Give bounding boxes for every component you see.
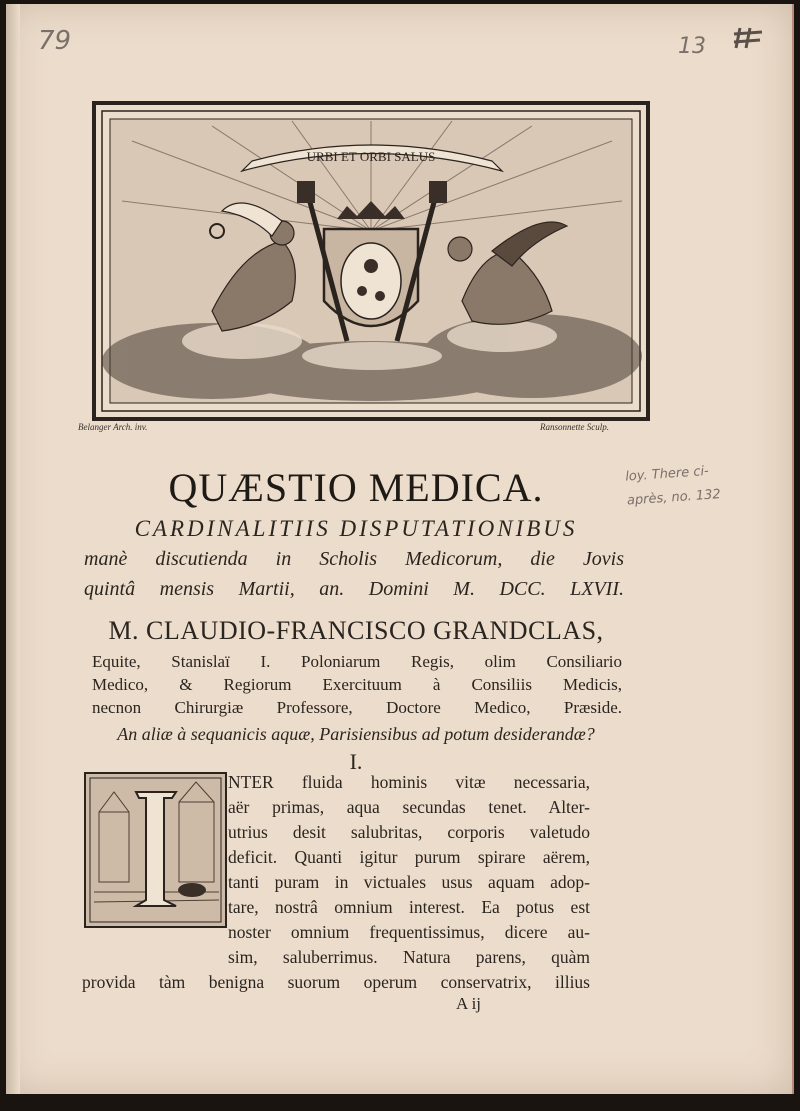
margin-note-line2: après, no. 132 [626, 487, 722, 509]
page-spine-shadow [6, 4, 20, 1094]
body-line-2: aër primas, aqua secundas tenet. Alter- [228, 797, 590, 817]
president-name: M. CLAUDIO-FRANCISCO GRANDCLAS, [108, 616, 604, 645]
signature-mark: A ij [456, 994, 482, 1013]
body-line-4: deficit. Quanti igitur purum spirare aërem, [228, 847, 590, 867]
credential-line-3: necnon Chirurgiæ Professore, Doctore Medico, Præside. [92, 698, 622, 717]
handwritten-folio-right: 13 [678, 34, 706, 59]
document-page [6, 4, 794, 1094]
section-number: I. [349, 749, 363, 774]
intro-line-2: quintâ mensis Martii, an. Domini M. DCC. LXVII. [84, 578, 624, 600]
credential-line-2: Medico, & Regiorum Exercituum à Consiliis Medicis, [92, 675, 622, 694]
document-title: QUÆSTIO MEDICA. [168, 465, 544, 510]
engraving-credit-left: Belanger Arch. inv. [78, 422, 148, 432]
handwritten-hash-mark [732, 26, 764, 50]
thesis-question: An aliæ à sequanicis aquæ, Parisiensibus ad potum desiderandæ? [117, 724, 595, 744]
body-line-9: provida tàm benigna suorum operum conservatrix, illius [82, 972, 590, 992]
margin-note-line1: loy. There ci- [624, 463, 710, 485]
body-line-3: utrius desit salubritas, corporis valetudo [228, 822, 590, 842]
intro-line-1: manè discutienda in Scholis Medicorum, die Jovis [84, 548, 624, 570]
handwritten-margin-note [625, 454, 788, 513]
engraving-credit-right: Ransonnette Sculp. [540, 422, 609, 432]
engraved-vignette [92, 101, 650, 421]
decorated-initial-i [84, 772, 227, 928]
engraving-motto: URBI ET ORBI SALUS [306, 149, 436, 164]
body-line-5: tanti puram in victuales usus aquam adop- [228, 872, 590, 892]
credential-line-1: Equite, Stanislaï I. Poloniarum Regis, olim Consiliario [92, 652, 622, 671]
document-subtitle: CARDINALITIIS DISPUTATIONIBUS [134, 516, 578, 541]
body-line-7: noster omnium frequentissimus, dicere au- [228, 922, 590, 942]
handwritten-folio-left: 79 [38, 26, 72, 56]
body-line-1: NTER fluida hominis vitæ necessaria, [228, 772, 590, 792]
body-line-8: sim, saluberrimus. Natura parens, quàm [228, 947, 590, 967]
body-line-6: tare, nostrâ omnium interest. Ea potus est [228, 897, 590, 917]
